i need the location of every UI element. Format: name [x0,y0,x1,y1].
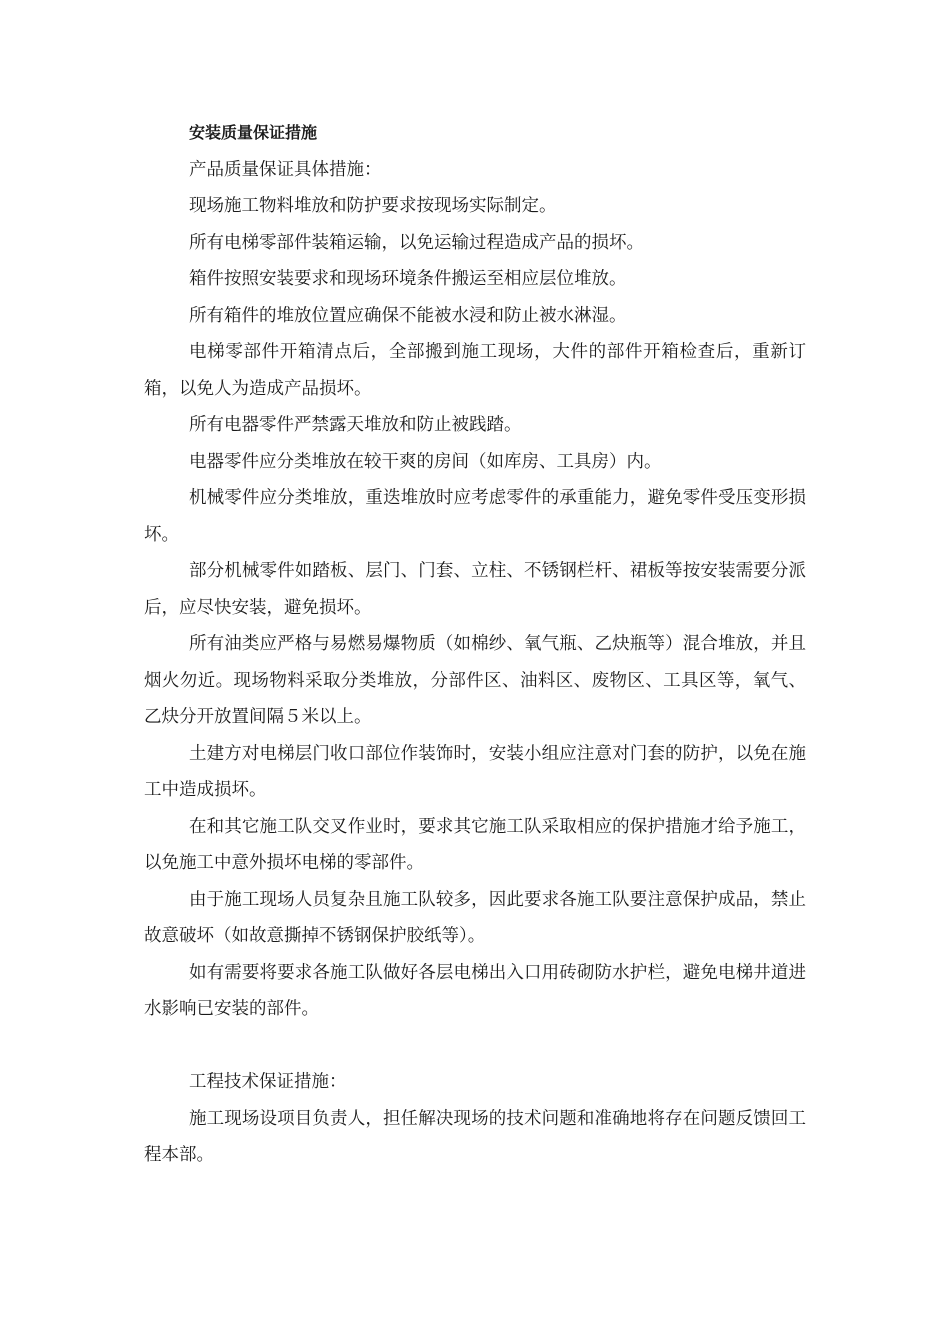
paragraph: 由于施工现场人员复杂且施工队较多，因此要求各施工队要注意保护成品，禁止故意破坏（如故意撕掉不锈钢保护胶纸等）。 [144,889,806,946]
paragraph: 电梯零部件开箱清点后，全部搬到施工现场，大件的部件开箱检查后，重新订箱，以免人为造成产品损坏。 [144,342,806,399]
paragraph: 土建方对电梯层门收口部位作装饰时，安装小组应注意对门套的防护，以免在施工中造成损坏。 [144,743,806,800]
paragraph: 所有电梯零部件装箱运输，以免运输过程造成产品的损坏。 [189,232,644,253]
document-title: 安装质量保证措施 [189,123,318,142]
document-body [144,115,806,1174]
paragraph: 现场施工物料堆放和防护要求按现场实际制定。 [189,196,557,216]
paragraph: 施工现场设项目负责人，担任解决现场的技术问题和准确地将存在问题反馈回工程本部。 [144,1108,806,1165]
paragraph: 电器零件应分类堆放在较干爽的房间（如库房、工具房）内。 [189,451,662,472]
paragraph: 所有电器零件严禁露天堆放和防止被践踏。 [189,415,522,435]
paragraph: 箱件按照安装要求和现场环境条件搬运至相应层位堆放。 [189,269,627,289]
paragraph: 机械零件应分类堆放，重迭堆放时应考虑零件的承重能力，避免零件受压变形损坏。 [144,488,806,545]
paragraph: 在和其它施工队交叉作业时，要求其它施工队采取相应的保护措施才给予施工，以免施工中意外损坏电梯的零部件。 [144,816,806,873]
paragraph: 所有油类应严格与易燃易爆物质（如棉纱、氧气瓶、乙炔瓶等）混合堆放，并且烟火勿近。现场物料采取分类堆放，分部件区、油料区、废物区、工具区等，氧气、乙炔分开放置间隔５米以上。 [144,634,806,727]
paragraph: 部分机械零件如踏板、层门、门套、立柱、不锈钢栏杆、裙板等按安装需要分派后，应尽快安装，避免损坏。 [144,561,806,618]
paragraph: 所有箱件的堆放位置应确保不能被水浸和防止被水淋湿。 [189,305,627,326]
section-heading-technical: 工程技术保证措施： [189,1072,347,1092]
section-spacer [144,1028,806,1065]
paragraph: 如有需要将要求各施工队做好各层电梯出入口用砖砌防水护栏，避免电梯井道进水影响已安装的部件。 [144,962,806,1019]
section-heading-product-quality: 产品质量保证具体措施： [189,159,382,180]
